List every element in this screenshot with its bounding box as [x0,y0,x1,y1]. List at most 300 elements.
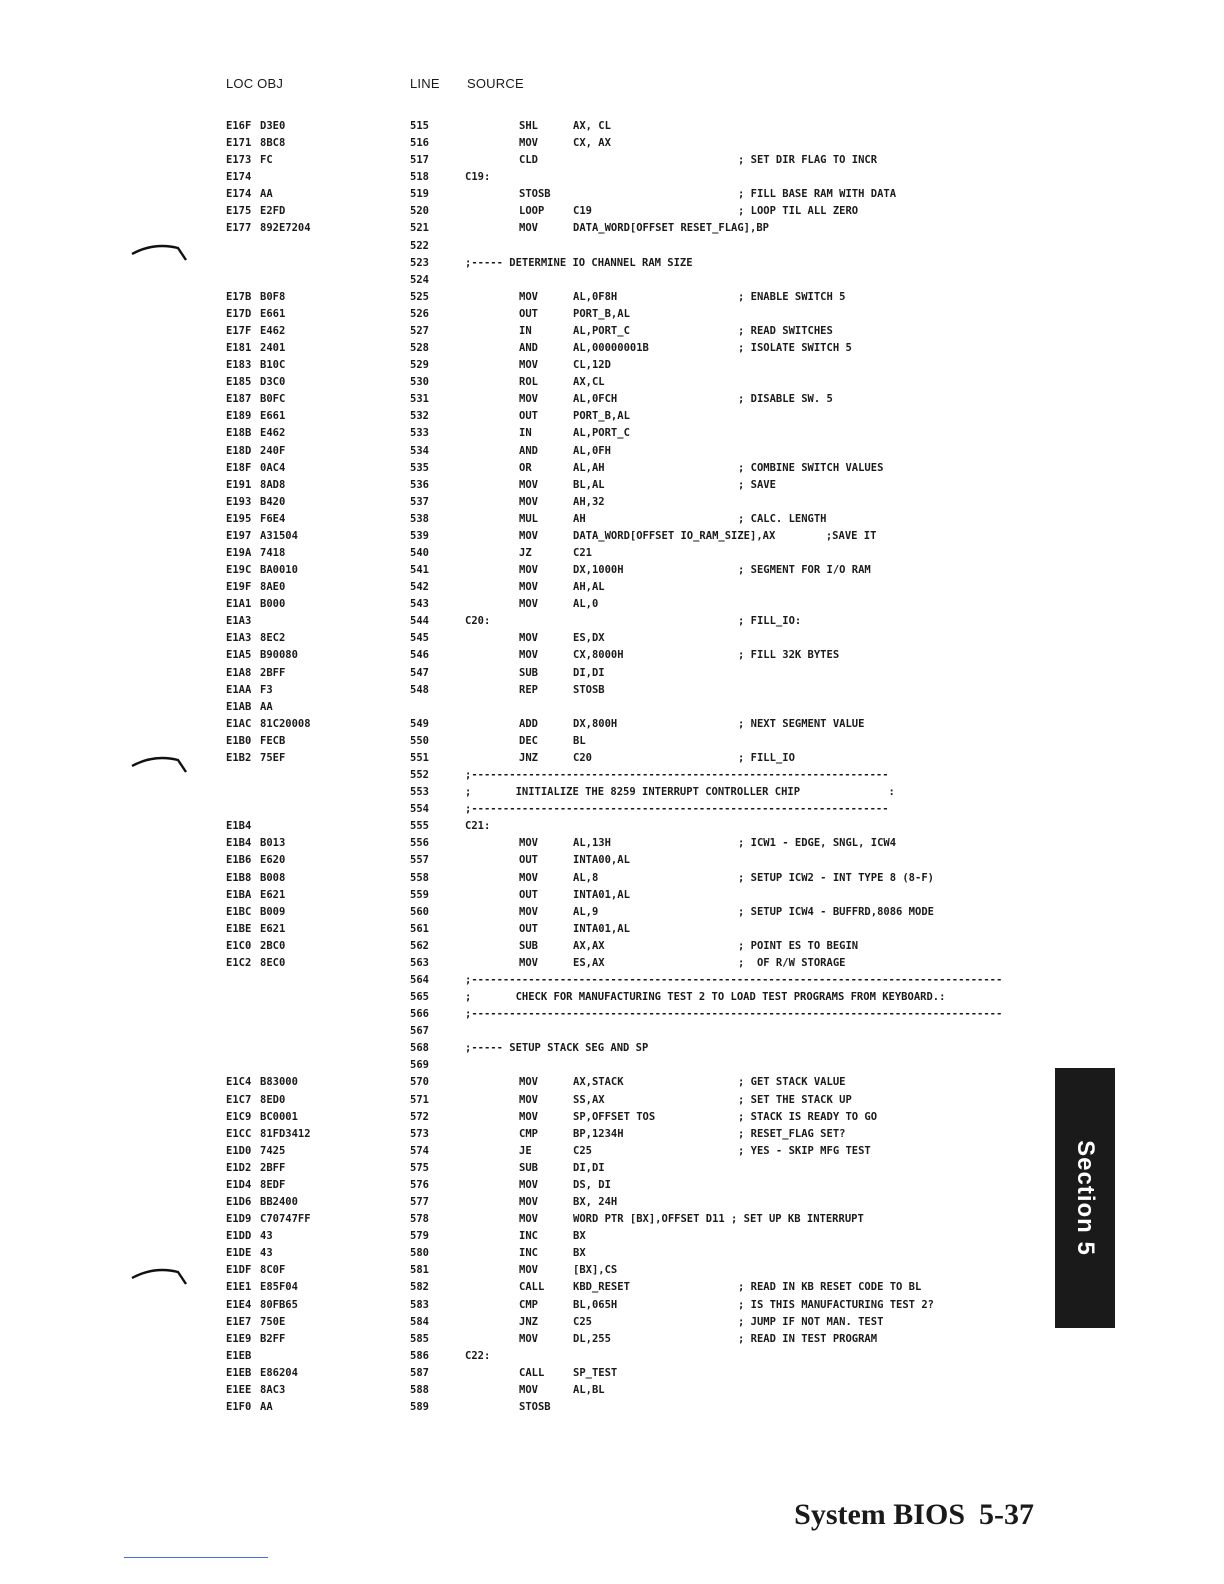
listing-row [0,135,1224,152]
row-cmt: ; POINT ES TO BEGIN [738,939,859,952]
row-line: 573 [410,1127,429,1140]
row-line: 533 [410,427,429,440]
row-loc: E1E9 [226,1332,252,1345]
row-line: 586 [410,1349,429,1362]
row-obj: AA [260,1401,273,1413]
row-line: 535 [410,461,429,474]
row-loc: E1E7 [226,1315,252,1328]
row-arg: BX [573,1247,586,1260]
row-op: REP [519,683,538,696]
row-label: C22: [465,1349,491,1362]
listing-row [0,152,1224,169]
row-line: 517 [410,154,429,167]
row-bar: ; INITIALIZE THE 8259 INTERRUPT CONTROLLER CHIP : [465,786,895,799]
row-line: 572 [410,1110,429,1123]
row-loc: E1B2 [226,751,252,764]
row-obj: E620 [260,854,286,867]
row-label: C20: [465,615,491,628]
row-obj: 8EC0 [260,956,286,969]
row-arg: DL,255 [573,1332,611,1345]
header-loc-obj: LOC OBJ [226,76,284,91]
row-obj: 43 [260,1247,273,1260]
row-bar: ;----- DETERMINE IO CHANNEL RAM SIZE [465,256,693,269]
row-line: 583 [410,1298,429,1311]
row-loc: E1DD [226,1230,252,1243]
row-obj: B013 [260,837,286,850]
listing-row [0,1177,1224,1194]
row-cmt: ; JUMP IF NOT MAN. TEST [738,1315,884,1328]
row-line: 584 [410,1315,429,1328]
row-loc: E1CC [226,1127,252,1140]
listing-row [0,818,1224,835]
row-bar: ;------------------------------------------------------------------------------------ [465,1008,1003,1021]
row-obj: F6E4 [260,512,286,525]
row-op: SUB [519,1161,538,1174]
row-cmt: ; SET THE STACK UP [738,1093,852,1106]
row-cmt: ; ENABLE SWITCH 5 [738,290,846,303]
row-loc: E1F0 [226,1401,252,1413]
listing-row [0,665,1224,682]
listing-row [0,801,1224,818]
row-op: JNZ [519,751,538,764]
listing-row [0,477,1224,494]
row-obj: 80FB65 [260,1298,298,1311]
row-loc: E1AA [226,683,252,696]
row-loc: E1D9 [226,1213,252,1226]
row-obj: FC [260,154,273,167]
row-arg: DATA_WORD[OFFSET RESET_FLAG],BP [573,222,769,235]
row-obj: E621 [260,922,286,935]
row-arg: AH,32 [573,495,605,508]
listing-row [0,545,1224,562]
row-arg: AL,AH [573,461,605,474]
row-line: 545 [410,632,429,645]
row-obj: B0FC [260,393,286,406]
row-op: OUT [519,888,538,901]
row-cmt: ; ISOLATE SWITCH 5 [738,342,852,355]
row-obj: B83000 [260,1076,298,1089]
row-arg: AL,0FH [573,444,611,457]
listing-row [0,1331,1224,1348]
listing-row [0,203,1224,220]
row-line: 520 [410,205,429,218]
row-line: 550 [410,734,429,747]
row-line: 531 [410,393,429,406]
row-obj: FECB [260,734,286,747]
row-loc: E1EB [226,1349,252,1362]
row-cmt: ; COMBINE SWITCH VALUES [738,461,884,474]
row-obj: E85F04 [260,1281,298,1294]
listing-row [0,887,1224,904]
row-loc: E18D [226,444,252,457]
row-cmt: ; GET STACK VALUE [738,1076,846,1089]
row-arg: C19 [573,205,592,218]
row-arg: [BX],CS [573,1264,618,1277]
row-arg: DS, DI [573,1178,611,1191]
row-line: 534 [410,444,429,457]
row-op: MOV [519,871,538,884]
row-cmt: ; READ IN KB RESET CODE TO BL [738,1281,922,1294]
row-loc: E1D6 [226,1196,252,1209]
row-loc: E1EB [226,1366,252,1379]
row-loc: E1BA [226,888,252,901]
row-obj: E661 [260,410,286,423]
row-op: AND [519,444,538,457]
row-loc: E1AC [226,717,252,730]
row-obj: 81C20008 [260,717,311,730]
row-line: 565 [410,991,429,1004]
row-arg: ES,AX [573,956,605,969]
listing-row [0,391,1224,408]
row-arg: AL,00000001B [573,342,649,355]
row-arg: CX,8000H [573,649,624,662]
row-loc: E18B [226,427,252,440]
row-arg: BL,AL [573,478,605,491]
row-label: C21: [465,820,491,833]
row-cmt: ; STACK IS READY TO GO [738,1110,878,1123]
row-line: 571 [410,1093,429,1106]
listing-row [0,374,1224,391]
row-obj: 75EF [260,751,286,764]
row-op: STOSB [519,188,551,201]
row-op: MOV [519,478,538,491]
row-op: AND [519,342,538,355]
row-line: 569 [410,1059,429,1072]
listing-row [0,647,1224,664]
listing-row [0,870,1224,887]
row-obj: 8ED0 [260,1093,286,1106]
row-obj: 81FD3412 [260,1127,311,1140]
row-loc: E181 [226,342,252,355]
row-op: MOV [519,222,538,235]
listing-row [0,989,1224,1006]
row-loc: E1B4 [226,837,252,850]
row-obj: 0AC4 [260,461,286,474]
row-line: 575 [410,1161,429,1174]
listing-row [0,340,1224,357]
row-loc: E19A [226,547,252,559]
row-loc: E1D2 [226,1161,252,1174]
row-line: 570 [410,1076,429,1089]
listing-row [0,443,1224,460]
row-arg: INTA00,AL [573,854,630,867]
row-line: 581 [410,1264,429,1277]
row-cmt: ; SAVE [738,478,776,491]
row-line: 530 [410,376,429,389]
row-arg: AH,AL [573,581,605,594]
row-line: 587 [410,1366,429,1379]
listing-row [0,425,1224,442]
row-obj: 2BC0 [260,939,286,952]
row-arg: PORT_B,AL [573,410,630,423]
row-line: 527 [410,324,429,337]
row-op: MOV [519,564,538,577]
listing-row [0,699,1224,716]
listing-row [0,1348,1224,1365]
row-line: 576 [410,1178,429,1191]
listing-row [0,511,1224,528]
row-op: IN [519,427,532,440]
row-line: 563 [410,956,429,969]
row-cmt: ; LOOP TIL ALL ZERO [738,205,859,218]
row-obj: 8AE0 [260,581,286,594]
listing-row [0,494,1224,511]
row-bar: ;------------------------------------------------------------------------------------ [465,974,1003,986]
listing-row [0,1109,1224,1126]
row-line: 540 [410,547,429,559]
row-arg: BP,1234H [573,1127,624,1140]
row-loc: E1A1 [226,598,252,611]
listing-row [0,272,1224,289]
row-cmt: ; SET DIR FLAG TO INCR [738,154,878,167]
listing-row [0,630,1224,647]
row-loc: E1DE [226,1247,252,1260]
row-arg: KBD_RESET [573,1281,630,1294]
row-cmt: ; SEGMENT FOR I/O RAM [738,564,871,577]
row-op: MOV [519,581,538,594]
row-op: SUB [519,939,538,952]
row-line: 515 [410,120,429,132]
row-op: CMP [519,1127,538,1140]
listing-row [0,596,1224,613]
row-loc: E18F [226,461,252,474]
listing-row [0,733,1224,750]
footer-title: System BIOS [794,1498,965,1531]
listing-row [0,1245,1224,1262]
row-cmt: ; ICW1 - EDGE, SNGL, ICW4 [738,837,897,850]
row-op: MOV [519,632,538,645]
row-line: 522 [410,239,429,252]
row-loc: E1C2 [226,956,252,969]
listing-row [0,1228,1224,1245]
listing-row [0,1006,1224,1023]
row-loc: E187 [226,393,252,406]
row-loc: E1BC [226,905,252,918]
row-line: 538 [410,512,429,525]
row-line: 529 [410,359,429,372]
row-arg: C25 [573,1144,592,1157]
row-obj: 8AD8 [260,478,286,491]
row-op: INC [519,1230,538,1243]
row-arg: STOSB [573,683,605,696]
row-obj: 7418 [260,547,286,559]
row-op: JZ [519,547,532,559]
listing-row [0,289,1224,306]
row-op: MOV [519,1178,538,1191]
row-line: 542 [410,581,429,594]
row-obj: E621 [260,888,286,901]
row-loc: E17D [226,307,252,320]
row-line: 561 [410,922,429,935]
row-arg: AX,CL [573,376,605,389]
row-loc: E174 [226,188,252,201]
row-arg: WORD PTR [BX],OFFSET D11 ; SET UP KB INTERRUPT [573,1213,864,1226]
row-op: ADD [519,717,538,730]
row-op: CALL [519,1281,545,1294]
row-op: CLD [519,154,538,167]
row-line: 519 [410,188,429,201]
row-op: MOV [519,905,538,918]
row-line: 544 [410,615,429,628]
listing-row [0,323,1224,340]
row-line: 558 [410,871,429,884]
row-line: 549 [410,717,429,730]
row-arg: SP,OFFSET TOS [573,1110,656,1123]
row-loc: E177 [226,222,252,235]
row-line: 557 [410,854,429,867]
row-line: 560 [410,905,429,918]
row-loc: E191 [226,478,252,491]
row-arg: AX,STACK [573,1076,624,1089]
row-op: MOV [519,393,538,406]
row-op: CMP [519,1298,538,1311]
row-arg: DATA_WORD[OFFSET IO_RAM_SIZE],AX ;SAVE IT [573,529,877,542]
row-op: MOV [519,359,538,372]
row-op: INC [519,1247,538,1260]
row-bar: ; CHECK FOR MANUFACTURING TEST 2 TO LOAD TEST PROGRAMS FROM KEYBOARD.: [465,991,946,1004]
listing-row [0,118,1224,135]
listing-row [0,1160,1224,1177]
row-loc: E16F [226,120,252,132]
row-cmt: ; READ SWITCHES [738,324,833,337]
listing-row [0,1143,1224,1160]
row-loc: E1E4 [226,1298,252,1311]
row-arg: SS,AX [573,1093,605,1106]
row-op: MOV [519,598,538,611]
row-op: LOOP [519,205,545,218]
row-op: MOV [519,1383,538,1396]
listing-row [0,1211,1224,1228]
row-line: 546 [410,649,429,662]
row-op: ROL [519,376,538,389]
row-loc: E1A3 [226,615,252,628]
row-op: OUT [519,307,538,320]
listing-row [0,1126,1224,1143]
row-op: CALL [519,1366,545,1379]
row-op: IN [519,324,532,337]
row-loc: E1C9 [226,1110,252,1123]
row-op: MOV [519,529,538,542]
row-arg: DX,1000H [573,564,624,577]
listing-row [0,682,1224,699]
row-loc: E1C0 [226,939,252,952]
row-op: MOV [519,1110,538,1123]
row-label: C19: [465,171,491,184]
row-cmt: ; SETUP ICW4 - BUFFRD,8086 MODE [738,905,934,918]
row-obj: E462 [260,324,286,337]
row-op: MUL [519,512,538,525]
row-loc: E1BE [226,922,252,935]
row-op: MOV [519,1264,538,1277]
row-line: 516 [410,137,429,150]
row-cmt: ; FILL 32K BYTES [738,649,840,662]
row-line: 547 [410,666,429,679]
listing-row [0,716,1224,733]
listing-row [0,921,1224,938]
row-loc: E189 [226,410,252,423]
row-loc: E1AB [226,700,252,713]
row-bar: ;----- SETUP STACK SEG AND SP [465,1042,649,1055]
section-tab-label: Section 5 [1072,1140,1099,1256]
row-loc: E1B4 [226,820,252,833]
listing-row [0,1092,1224,1109]
row-line: 536 [410,478,429,491]
row-loc: E174 [226,171,252,184]
row-obj: 750E [260,1315,286,1328]
row-op: MOV [519,1093,538,1106]
section-tab [1055,1068,1115,1328]
row-op: MOV [519,1076,538,1089]
row-line: 585 [410,1332,429,1345]
listing-row [0,408,1224,425]
row-obj: 240F [260,444,286,457]
row-op: MOV [519,1332,538,1345]
row-obj: E2FD [260,205,286,218]
row-op: MOV [519,1213,538,1226]
row-loc: E1E1 [226,1281,252,1294]
row-loc: E171 [226,137,252,150]
row-obj: 2401 [260,342,286,355]
row-op: MOV [519,495,538,508]
row-obj: AA [260,188,273,201]
row-obj: E462 [260,427,286,440]
row-cmt: ; OF R/W STORAGE [738,956,846,969]
row-loc: E197 [226,529,252,542]
row-obj: B2FF [260,1332,286,1345]
row-arg: ES,DX [573,632,605,645]
row-obj: BC0001 [260,1110,298,1123]
row-op: JNZ [519,1315,538,1328]
row-arg: BX [573,1230,586,1243]
row-op: DEC [519,734,538,747]
listing-row [0,1074,1224,1091]
row-arg: DX,800H [573,717,618,730]
row-line: 574 [410,1144,429,1157]
row-arg: AX, CL [573,120,611,132]
listing-row [0,357,1224,374]
row-line: 578 [410,1213,429,1226]
row-obj: F3 [260,683,273,696]
row-line: 528 [410,342,429,355]
punch-hole-mark-middle [128,752,188,776]
header-source: SOURCE [467,76,524,91]
row-line: 539 [410,529,429,542]
row-line: 588 [410,1383,429,1396]
row-line: 523 [410,256,429,269]
listing-row [0,613,1224,630]
row-loc: E193 [226,495,252,508]
row-line: 537 [410,495,429,508]
row-arg: AL,PORT_C [573,427,630,440]
row-loc: E173 [226,154,252,167]
listing-row [0,852,1224,869]
row-arg: AL,8 [573,871,599,884]
row-line: 566 [410,1008,429,1021]
row-arg: AL,13H [573,837,611,850]
punch-hole-mark-top [128,240,188,264]
row-op: SUB [519,666,538,679]
row-loc: E17F [226,324,252,337]
listing-row [0,220,1224,237]
row-op: OR [519,461,532,474]
row-arg: AH [573,512,586,525]
row-line: 548 [410,683,429,696]
row-cmt: ; RESET_FLAG SET? [738,1127,846,1140]
row-line: 568 [410,1042,429,1055]
row-obj: B000 [260,598,286,611]
row-loc: E1C7 [226,1093,252,1106]
row-obj: 43 [260,1230,273,1243]
